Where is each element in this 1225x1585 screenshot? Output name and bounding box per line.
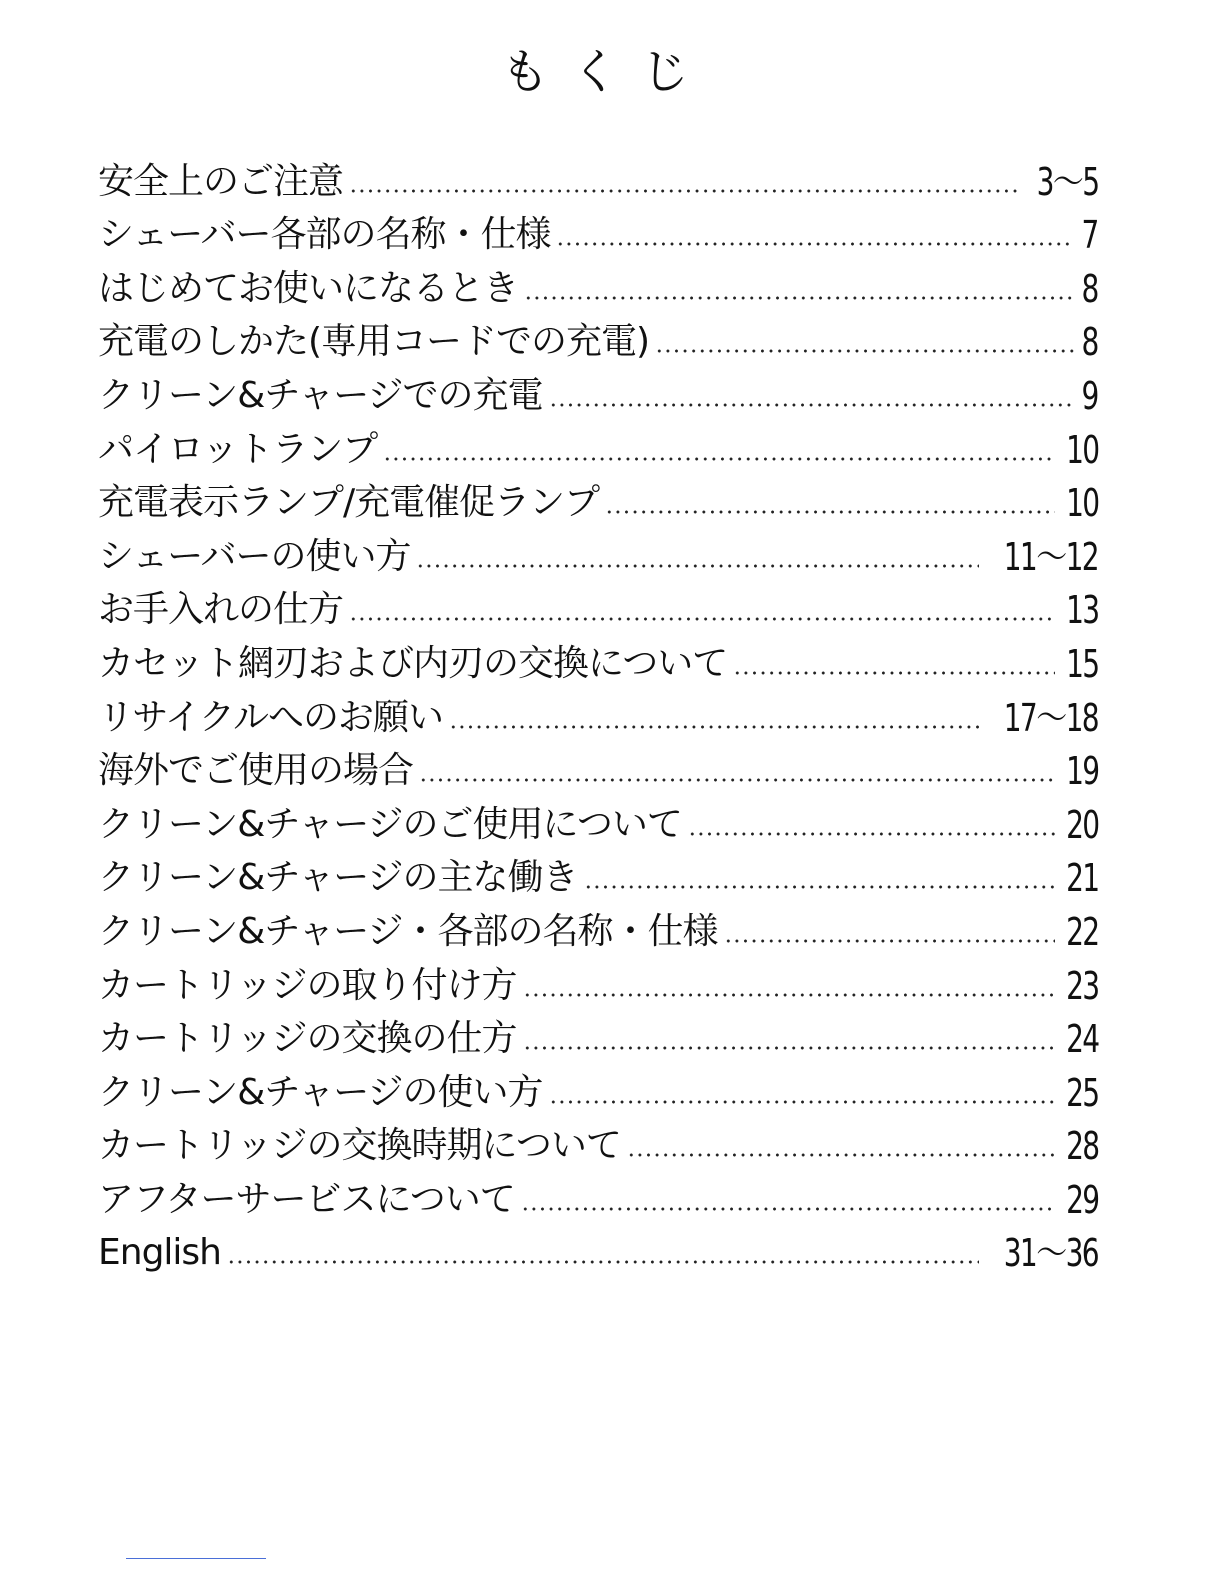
toc-entry	[98, 150, 1098, 204]
toc-dot-leader	[627, 1153, 1055, 1157]
page-title: もくじ	[500, 44, 711, 100]
toc-entry	[98, 686, 1098, 740]
toc-dot-leader	[724, 939, 1055, 943]
toc-entry	[98, 257, 1098, 311]
toc-entry-label: リサイクルへのお願い	[98, 696, 443, 738]
toc-dot-leader	[523, 1046, 1055, 1050]
toc-entry-label: シェーバーの使い方	[98, 535, 411, 577]
toc-dot-leader	[655, 349, 1074, 353]
toc-dot-leader	[556, 242, 1074, 246]
toc-entry-page: 9	[1081, 373, 1098, 418]
toc-entry	[98, 1115, 1098, 1169]
toc-entry	[98, 1008, 1098, 1062]
toc-entry-page: 19	[1065, 749, 1098, 794]
toc-entry	[98, 900, 1098, 954]
toc-dot-leader	[416, 564, 979, 568]
toc-entry	[98, 311, 1098, 365]
toc-entry-label: 充電表示ランプ/充電催促ランプ	[98, 482, 600, 524]
toc-entry-page: 23	[1065, 963, 1098, 1008]
toc-entry-page: 28	[1065, 1124, 1098, 1169]
toc-dot-leader	[524, 296, 1074, 300]
toc-entry-page: 8	[1081, 266, 1098, 311]
toc-entry-page: 20	[1065, 802, 1098, 847]
toc-entry-label: クリーン&チャージ・各部の名称・仕様	[98, 910, 718, 952]
toc-entry-label: パイロットランプ	[98, 428, 378, 470]
toc-entry-label: カセット網刃および内刃の交換について	[98, 642, 728, 684]
toc-entry-page: 31〜36	[1003, 1231, 1098, 1276]
toc-entry-page: 15	[1065, 641, 1098, 686]
toc-entry	[98, 525, 1098, 579]
toc-entry-page: 8	[1081, 320, 1098, 365]
toc-entry-page: 11〜12	[1003, 534, 1098, 579]
toc-dot-leader	[549, 403, 1075, 407]
toc-dot-leader	[349, 189, 1018, 193]
toc-entry	[98, 1168, 1098, 1222]
toc-dot-leader	[383, 457, 1054, 461]
footer-rule	[126, 1558, 266, 1559]
toc-dot-leader	[521, 1207, 1055, 1211]
toc-dot-leader	[688, 832, 1055, 836]
toc-entry-page: 24	[1065, 1017, 1098, 1062]
toc-entry-page: 10	[1065, 427, 1098, 472]
toc-entry	[98, 1061, 1098, 1115]
toc-dot-leader	[227, 1260, 979, 1264]
toc-entry	[98, 364, 1098, 418]
toc-entry-label: クリーン&チャージの使い方	[98, 1071, 543, 1113]
toc-entry-page: 10	[1065, 481, 1098, 526]
toc-entry	[98, 579, 1098, 633]
toc-entry	[98, 954, 1098, 1008]
toc-entry-label: 安全上のご注意	[98, 160, 344, 202]
toc-entry-label: 海外でご使用の場合	[98, 750, 414, 792]
toc-entry-label: クリーン&チャージのご使用について	[98, 803, 682, 845]
toc-dot-leader	[584, 885, 1055, 889]
toc-entry-page: 22	[1065, 909, 1098, 954]
toc-dot-leader	[549, 1100, 1055, 1104]
toc-entry	[98, 632, 1098, 686]
toc-entry-label: シェーバー各部の名称・仕様	[98, 214, 551, 256]
toc-entry	[98, 204, 1098, 258]
toc-entry-label: クリーン&チャージでの充電	[98, 374, 543, 416]
toc-entry-page: 25	[1065, 1070, 1098, 1115]
toc-entry-page: 17〜18	[1003, 695, 1098, 740]
table-of-contents	[98, 150, 1098, 1275]
toc-entry-page: 7	[1081, 213, 1098, 258]
toc-entry-label: English	[98, 1232, 221, 1274]
toc-entry	[98, 472, 1098, 526]
toc-entry-label: はじめてお使いになるとき	[98, 267, 519, 309]
toc-entry-page: 3〜5	[1036, 159, 1098, 204]
toc-entry-label: カートリッジの交換時期について	[98, 1125, 621, 1167]
toc-dot-leader	[349, 617, 1054, 621]
toc-entry-page: 21	[1065, 856, 1098, 901]
toc-entry	[98, 740, 1098, 794]
toc-entry-page: 13	[1065, 588, 1098, 633]
toc-entry	[98, 847, 1098, 901]
toc-dot-leader	[733, 671, 1054, 675]
toc-entry-label: 充電のしかた(専用コードでの充電)	[98, 321, 650, 363]
toc-entry-page: 29	[1065, 1177, 1098, 1222]
toc-entry-label: アフターサービスについて	[98, 1178, 515, 1220]
toc-dot-leader	[523, 993, 1055, 997]
toc-entry-label: カートリッジの取り付け方	[98, 964, 517, 1006]
toc-entry	[98, 418, 1098, 472]
toc-entry-label: カートリッジの交換の仕方	[98, 1018, 517, 1060]
toc-dot-leader	[605, 510, 1054, 514]
toc-entry	[98, 1222, 1098, 1276]
toc-entry	[98, 793, 1098, 847]
toc-entry-label: お手入れの仕方	[98, 589, 344, 631]
toc-entry-label: クリーン&チャージの主な働き	[98, 857, 578, 899]
toc-dot-leader	[419, 778, 1054, 782]
toc-dot-leader	[449, 725, 979, 729]
